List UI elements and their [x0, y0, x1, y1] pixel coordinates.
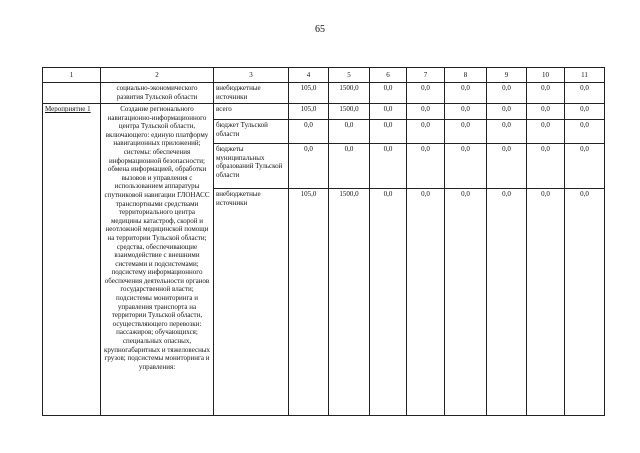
value-cell: 0,0	[445, 144, 487, 189]
value-cell: 0,0	[527, 120, 565, 144]
source-cell: бюджет Тульской области	[214, 120, 289, 144]
header-cell: 2	[101, 68, 214, 83]
value-cell: 0,0	[527, 144, 565, 189]
value-cell: 0,0	[565, 144, 605, 189]
activity-cell	[43, 104, 101, 416]
source-cell: внебюджетные источники	[214, 189, 289, 416]
value-cell: 0,0	[487, 104, 527, 120]
table-row	[43, 83, 605, 104]
value-cell: 0,0	[407, 120, 445, 144]
source-cell: бюджеты муниципальных образований Тульской области	[214, 144, 289, 189]
value-cell: 0,0	[565, 83, 605, 104]
value-cell: 0,0	[565, 189, 605, 416]
value-cell: 0,0	[527, 83, 565, 104]
budget-table	[42, 67, 605, 416]
header-cell: 5	[329, 68, 370, 83]
value-cell: 0,0	[407, 104, 445, 120]
value-cell: 1500,0	[329, 189, 370, 416]
value-cell: 0,0	[289, 144, 329, 189]
header-row	[43, 68, 605, 83]
value-cell: 0,0	[487, 120, 527, 144]
value-cell: 0,0	[370, 144, 407, 189]
description-cell: социально-экономического развития Тульской области	[101, 83, 214, 104]
header-cell: 7	[407, 68, 445, 83]
value-cell: 0,0	[565, 120, 605, 144]
value-cell: 0,0	[445, 104, 487, 120]
header-cell: 1	[43, 68, 101, 83]
value-cell: 0,0	[329, 144, 370, 189]
value-cell: 1500,0	[329, 104, 370, 120]
table-row	[43, 104, 605, 120]
header-cell: 6	[370, 68, 407, 83]
source-cell: внебюджетные источники	[214, 83, 289, 104]
activity-label: Мероприятие 1	[45, 105, 91, 113]
value-cell: 0,0	[407, 144, 445, 189]
value-cell: 0,0	[329, 120, 370, 144]
header-cell: 3	[214, 68, 289, 83]
page-number: 65	[315, 24, 325, 35]
value-cell: 105,0	[289, 189, 329, 416]
value-cell: 0,0	[487, 189, 527, 416]
value-cell: 0,0	[407, 189, 445, 416]
value-cell: 0,0	[487, 83, 527, 104]
value-cell: 0,0	[370, 104, 407, 120]
header-cell: 10	[527, 68, 565, 83]
value-cell: 0,0	[370, 120, 407, 144]
value-cell: 1500,0	[329, 83, 370, 104]
value-cell: 0,0	[527, 189, 565, 416]
value-cell: 0,0	[487, 144, 527, 189]
value-cell: 105,0	[289, 104, 329, 120]
activity-cell	[43, 83, 101, 104]
description-cell: Создание регионального навигационно-информационного центра Тульской области, включающего: единую платформу навигационных приложений; системы: обеспечения информационной безопасности; обмена информацией, обработки вызовов и управления с использованием аппаратуры спутниковой навигации ГЛОНАСС транспортными средствами территориального центра медицины катастроф, скорой и неотложной медицинской помощи на территории Тульской области; средства, обеспечивающие взаимодействие с внешними системами и подсистемами; подсистему информационного обеспечения деятельности органов государственной власти; подсистемы мониторинга и управления транспорта на территории Тульской области, осуществляющего перевозки: пассажиров; обучающихся; специальных опасных, крупногабаритных и тяжеловесных грузов; подсистемы мониторинга и управления:	[101, 104, 214, 416]
header-cell: 4	[289, 68, 329, 83]
header-cell: 9	[487, 68, 527, 83]
header-cell: 11	[565, 68, 605, 83]
value-cell: 105,0	[289, 83, 329, 104]
value-cell: 0,0	[370, 83, 407, 104]
value-cell: 0,0	[445, 83, 487, 104]
source-cell: всего	[214, 104, 289, 120]
value-cell: 0,0	[445, 120, 487, 144]
value-cell: 0,0	[565, 104, 605, 120]
value-cell: 0,0	[407, 83, 445, 104]
header-cell: 8	[445, 68, 487, 83]
value-cell: 0,0	[289, 120, 329, 144]
value-cell: 0,0	[370, 189, 407, 416]
value-cell: 0,0	[445, 189, 487, 416]
value-cell: 0,0	[527, 104, 565, 120]
